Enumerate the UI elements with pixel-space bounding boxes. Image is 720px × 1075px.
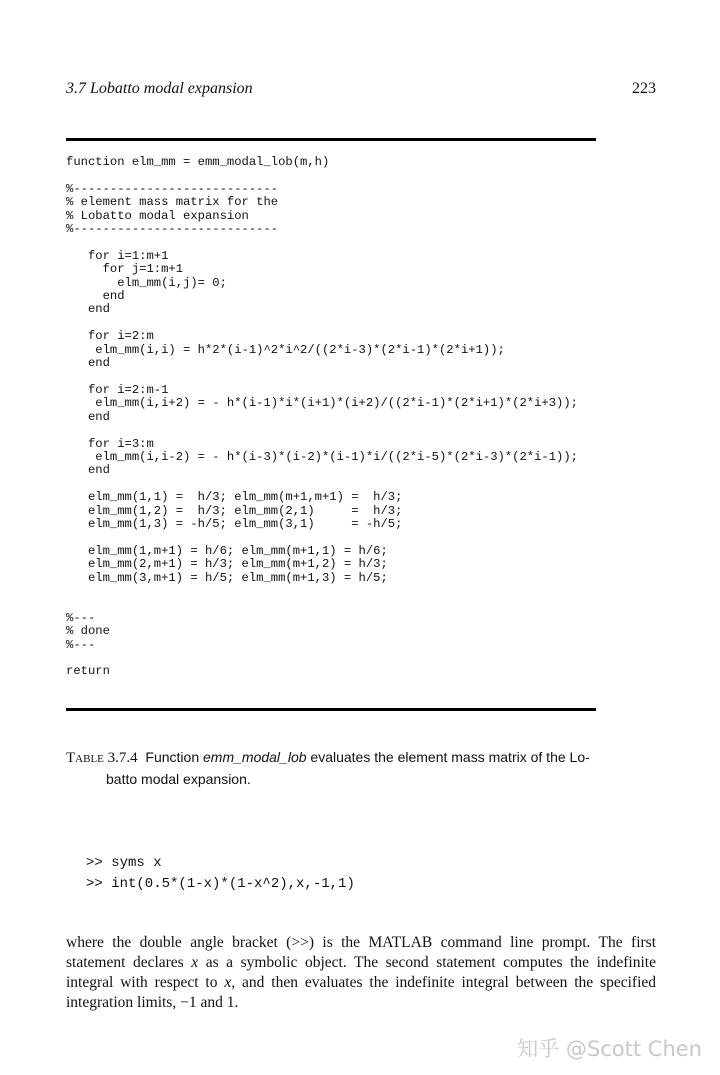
watermark: 知乎 @Scott Chen — [517, 1037, 702, 1061]
paragraph-part3: , and then evaluates the indefinite integral between the specified integration limits, −1 and 1. — [66, 974, 657, 1011]
caption-function-name: emm_modal_lob — [203, 749, 307, 765]
console-commands: >> syms x >> int(0.5*(1-x)*(1-x^2),x,-1,1) — [86, 855, 355, 892]
page-number: 223 — [632, 80, 656, 97]
code-listing: function elm_mm = emm_modal_lob(m,h) %---------------------------- % element mass matrix for the % Lobatto modal expansion %---------------------------- for i=1:m+1 for j=1:m+1 elm_mm(i,j)= 0; end end for i=2:m elm_mm(i,i) = h*2*(i-1)^2*i^2/((2*i-3)*(2*i-1)*(2*i+1)); end for i=2:m-1 elm_mm(i,i+2) = - h*(i-1)*i*(i+1)*(i+2)/((2*i-1)*(2*i+1)*(2*i+3)); end for i=3:m elm_mm(i,i-2) = - h*(i-3)*(i-2)*(i-1)*i/((2*i-5)*(2*i-3)*(2*i-1)); end elm_mm(1,1) = h/3; elm_mm(m+1,m+1) = h/3; elm_mm(1,2) = h/3; elm_mm(2,1) = h/3; elm_mm(1,3) = -h/5; elm_mm(3,1) = -h/5; elm_mm(1,m+1) = h/6; elm_mm(m+1,1) = h/6; elm_mm(2,m+1) = h/3; elm_mm(m+1,2) = h/3; elm_mm(3,m+1) = h/5; elm_mm(m+1,3) = h/5; %--- % done %--- return — [66, 155, 578, 679]
table-caption — [66, 747, 656, 790]
bottom-rule — [66, 708, 596, 711]
caption-continuation: batto modal expansion. — [106, 771, 251, 787]
caption-text-after: evaluates the element mass matrix of the Lo- — [306, 749, 590, 765]
paragraph-part2: as a symbolic object. The second statement computes the indefinite integral with respect to — [66, 954, 656, 991]
top-rule — [66, 138, 596, 141]
caption-label: Table 3.7.4 — [66, 750, 138, 766]
paragraph-var1: x — [191, 954, 199, 971]
running-head — [66, 80, 656, 102]
body-paragraph — [66, 933, 656, 1013]
section-title: 3.7 Lobatto modal expansion — [66, 80, 253, 97]
paragraph-part1: where the double angle bracket (>>) is the MATLAB command line prompt. The first statement declares — [66, 934, 656, 971]
caption-text-before: Function — [145, 749, 204, 765]
paragraph-var2: x — [224, 974, 232, 991]
